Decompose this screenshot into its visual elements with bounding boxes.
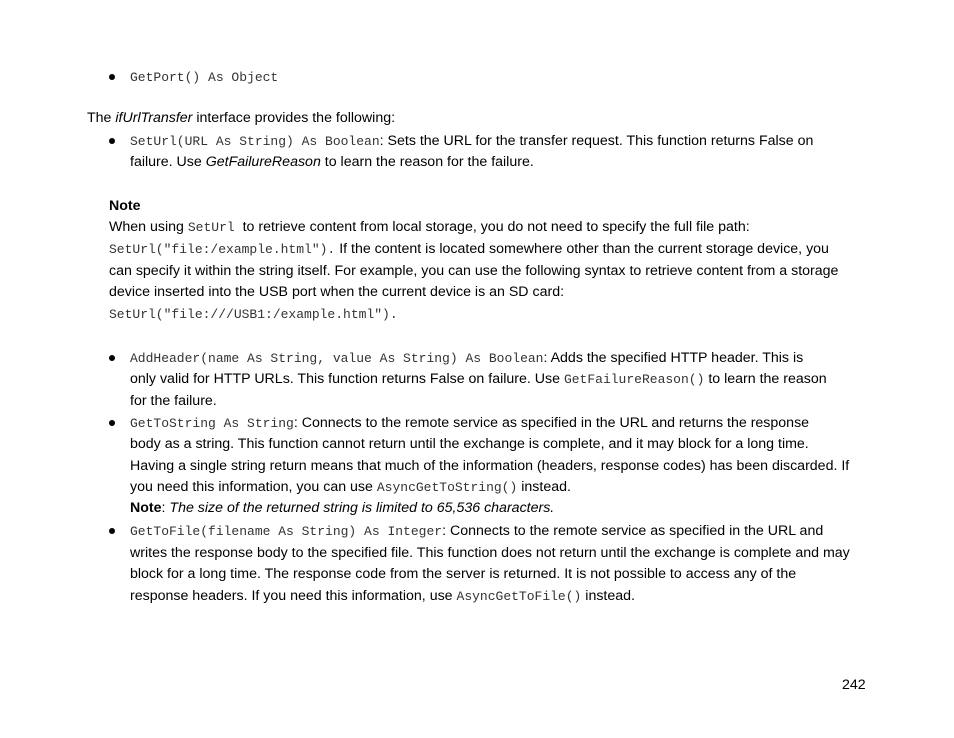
text-span: When using: [109, 219, 188, 235]
bullet-icon: [109, 528, 115, 534]
text-span: to learn the reason: [704, 371, 827, 387]
text-line: [109, 218, 750, 237]
text-line: [130, 587, 635, 606]
text-span: device inserted into the USB port when the current device is an SD card:: [109, 284, 565, 300]
text-line: [130, 457, 849, 475]
text-span: : Sets the URL for the transfer request. This function returns False on: [379, 133, 814, 149]
text-line: [109, 305, 398, 324]
text-span: only valid for HTTP URLs. This function returns False on failure. Use: [130, 371, 564, 387]
code-span: AddHeader(name As String, value As String) As Boolean: [130, 351, 544, 366]
text-line: [130, 153, 534, 171]
text-span: response headers. If you need this information, use: [130, 588, 457, 604]
text-line: [109, 262, 838, 280]
text-line: [130, 499, 554, 517]
text-line: [130, 370, 827, 389]
text-line: [130, 392, 217, 410]
bold-text: Note: [109, 198, 141, 214]
text-line: [130, 414, 809, 433]
italic-text: GetFailureReason: [205, 154, 321, 170]
page-number: 242: [842, 677, 866, 693]
text-span: to learn the reason for the failure.: [320, 154, 534, 170]
text-span: block for a long time. The response code from the server is returned. It is not possible to access any of the: [130, 566, 797, 582]
text-span: you need this information, you can use: [130, 479, 377, 495]
code-span: GetToString As String: [130, 416, 294, 431]
text-line: [109, 197, 141, 215]
text-line: [109, 240, 829, 259]
text-span: writes the response body to the specified file. This function does not return until the exchange is complete and may: [130, 545, 850, 561]
text-span: If the content is located somewhere other than the current storage device, you: [335, 241, 829, 257]
text-line: [109, 283, 564, 301]
code-span: AsyncGetToFile(): [456, 589, 582, 604]
text-line: [130, 132, 813, 151]
text-span: Having a single string return means that much of the information (headers, response codes) has been discarded. If: [130, 458, 850, 474]
code-span: GetToFile(filename As String) As Integer: [130, 524, 443, 539]
code-span: SetUrl("file:///USB1:/example.html").: [109, 307, 398, 322]
text-line: [130, 544, 850, 562]
bold-text: Note: [130, 500, 162, 516]
italic-text: The size of the returned string is limited to 65,536 characters.: [169, 500, 555, 516]
text-line: [130, 478, 571, 497]
text-span: body as a string. This function cannot return until the exchange is complete, and it may block for a long time.: [130, 436, 809, 452]
code-span: SetUrl(URL As String) As Boolean: [130, 134, 380, 149]
text-line: [130, 68, 278, 87]
bullet-icon: [109, 138, 115, 144]
italic-text: ifUrlTransfer: [115, 110, 193, 126]
bullet-icon: [109, 74, 115, 80]
text-span: The: [87, 110, 116, 126]
text-span: instead.: [581, 588, 635, 604]
code-span: SetUrl: [187, 220, 235, 235]
code-span: GetFailureReason(): [563, 372, 705, 387]
text-line: [130, 435, 809, 453]
text-span: : Connects to the remote service as specified in the URL and returns the response: [293, 415, 810, 431]
code-span: GetPort() As Object: [130, 70, 279, 85]
code-span: SetUrl("file:/example.html").: [109, 242, 336, 257]
bullet-icon: [109, 355, 115, 361]
text-span: to retrieve content from local storage, you do not need to specify the full file path:: [234, 219, 750, 235]
text-line: [130, 565, 796, 583]
text-span: failure. Use: [130, 154, 206, 170]
text-span: : Adds the specified HTTP header. This is: [543, 350, 804, 366]
text-span: : Connects to the remote service as specified in the URL and: [442, 523, 824, 539]
text-span: interface provides the following:: [192, 110, 396, 126]
code-span: AsyncGetToString(): [376, 480, 518, 495]
text-span: :: [161, 500, 170, 516]
text-line: [130, 349, 803, 368]
bullet-icon: [109, 420, 115, 426]
text-span: can specify it within the string itself. For example, you can use the following syntax to retrieve content from a storage: [109, 263, 839, 279]
text-span: for the failure.: [130, 393, 217, 409]
text-line: [87, 109, 395, 127]
text-line: [130, 522, 823, 541]
text-span: instead.: [517, 479, 571, 495]
